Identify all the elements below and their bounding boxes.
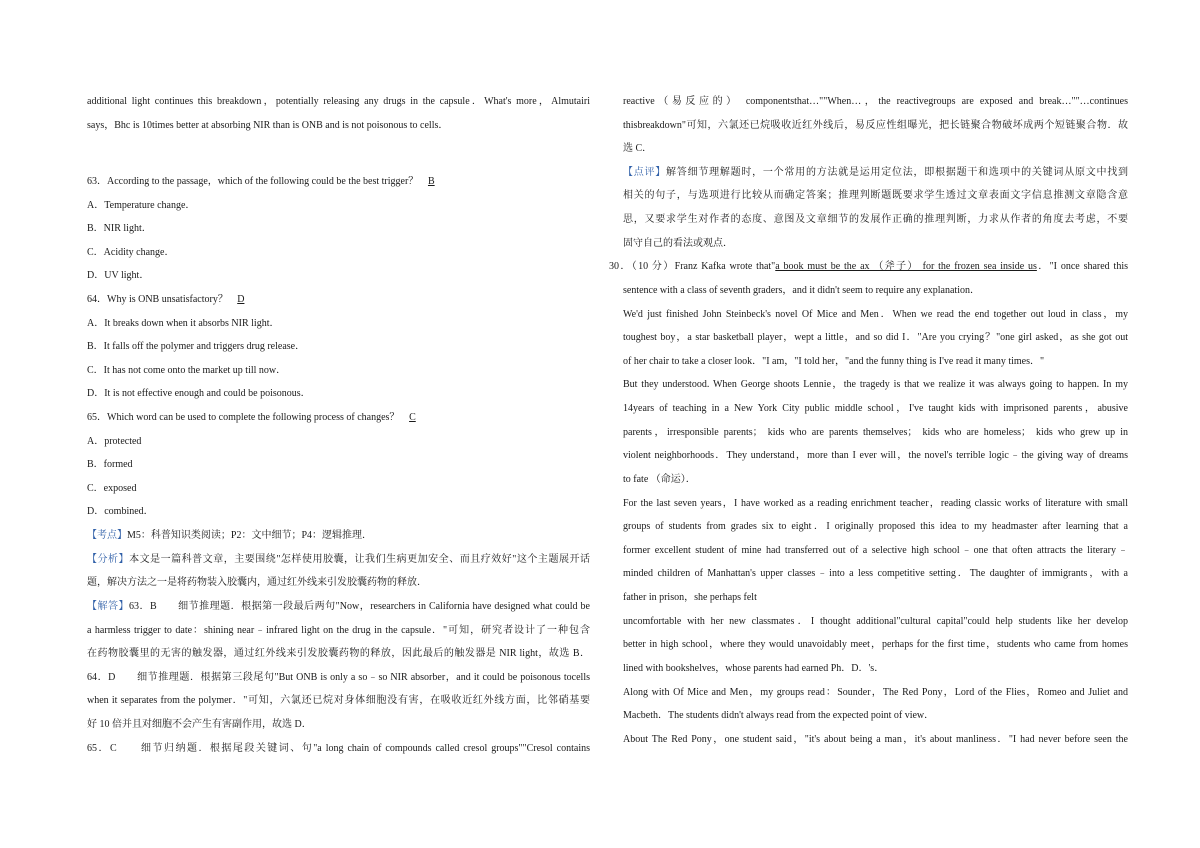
dianping-line: 固守自己的看法或观点．	[623, 238, 733, 249]
dianping-line	[623, 161, 1128, 185]
kaodian-tag: 【考点】	[87, 530, 127, 541]
passage-line: toughest boy，a star basketball player，wept a little，and so did I．"Are you crying？"one girl asked，as she got out	[623, 332, 1128, 343]
option: B．NIR light．	[87, 223, 152, 234]
jieda-line: 64．D 细节推理题．根据第三段尾句"But ONB is only a so﹣so NIR absorber，and it could be poisonous tocells	[87, 672, 590, 683]
passage-line: father in prison，she perhaps felt	[623, 592, 757, 603]
passage-line: of her chair to take a closer look．"I am，"I told her，"and the funny thing is I've read it many times．"	[623, 356, 1045, 367]
option: D．combined．	[87, 506, 154, 517]
answer-blank: C	[409, 412, 416, 423]
passage-line: additional light continues this breakdown，potentially releasing any drugs in the capsule．What's more，Almutairi	[87, 96, 590, 107]
underlined-quote: a book must be the ax （斧子） for the frozen sea inside us	[775, 261, 1037, 272]
fenxi-text: 本文是一篇科普文章，主要围绕"怎样使用胶囊，让我们生病更加安全、而且疗效好"这个主题展开话	[129, 554, 591, 565]
passage-line: But they understood. When George shoots Lennie，the tragedy is that we realize it was always going to happen. In my	[623, 379, 1128, 390]
answer-blank: D	[237, 294, 245, 305]
passage-line: to fate （命运）．	[623, 474, 696, 485]
question-65	[87, 406, 425, 430]
passage-line: says，Bhc is 10times better at absorbing NIR than is ONB and is not poisonous to cells．	[87, 120, 449, 131]
passage-line: We'd just finished John Steinbeck's novel Of Mice and Men．When we read the end together out loud in class，my	[623, 309, 1128, 320]
passage-line: groups of students from grades six to eight．I originally proposed this idea to my headmaster after learning that a	[623, 521, 1128, 532]
option: A．It breaks down when it absorbs NIR light．	[87, 318, 280, 329]
question-stem: 64．Why is ONB unsatisfactory？	[87, 294, 228, 305]
option: B．It falls off the polymer and triggers drug release．	[87, 341, 306, 352]
jieda-line: a harmless trigger to date：shining near﹣infrared light on the drug in the capsule．"可知，研究者设计了一种包含	[87, 625, 590, 636]
answer-blank: B	[427, 176, 435, 187]
option: A．Temperature change．	[87, 200, 196, 211]
question-64	[87, 288, 254, 312]
jieda-text: 63．B 细节推理题．根据第一段最后两句"Now，researchers in California have designed what could be	[129, 601, 590, 612]
jieda-line: 65．C 细节归纳题．根据尾段关键词、句"a long chain of compounds called cresol groups""Cresol contains	[87, 743, 590, 754]
question-stem: 63．According to the passage，which of the following could be the best trigger？	[87, 176, 419, 187]
passage-line: 14years of teaching in a New York City public middle school，I've taught kids with imprisoned parents，abusive	[623, 403, 1128, 414]
fenxi-tag: 【分析】	[87, 554, 130, 565]
dianping-line: 相关的句子，与选项进行比较从而确定答案；推理判断题既要求学生透过文章表面文字信息推测文章隐含意	[623, 190, 1128, 201]
question-30-line	[609, 255, 1128, 279]
kaodian-line	[87, 524, 372, 548]
passage-line: About The Red Pony，one student said，"it's about being a man，it's about manliness．"I had never before seen the	[623, 734, 1128, 745]
option: D．It is not effective enough and could be poisonous．	[87, 388, 311, 399]
option: C．It has not come onto the market up till now．	[87, 365, 287, 376]
jieda-line: 选 C．	[623, 143, 653, 154]
passage-line: parents，irresponsible parents； kids who are parents themselves； kids who are homeless； kids who grew up in	[623, 427, 1128, 438]
passage-line: uncomfortable with her new classmates．I thought additional"cultural capital"could help students like her develop	[623, 616, 1128, 627]
fenxi-line	[87, 548, 590, 572]
passage-line: violent neighborhoods．They understand，more than I ever will，the novel's terrible logic﹣the giving way of dreams	[623, 450, 1128, 461]
question-63	[87, 170, 444, 194]
passage-line: former excellent student of mine had transferred out of a selective high school﹣one that often attracts the literary﹣	[623, 545, 1128, 556]
dianping-tag: 【点评】	[623, 167, 667, 178]
jieda-line: when it separates from the polymer．"可知，六氯还已烷对身体细胞没有害，在吸收近红外线方面，比邻硝基要	[87, 695, 590, 706]
question-30-text: ．"I once shared this	[1036, 261, 1128, 272]
passage-line: Along with Of Mice and Men，my groups read：Sounder，The Red Pony，Lord of the Flies，Romeo and Juliet and	[623, 687, 1128, 698]
dianping-line: 思，又要求学生对作者的态度、意图及文章细节的发展作正确的推理判断，力求从作者的角度去考虑，不要	[623, 214, 1128, 225]
option: C．Acidity change．	[87, 247, 175, 258]
question-stem: 65．Which word can be used to complete the following process of changes？	[87, 412, 400, 423]
jieda-line	[87, 595, 590, 619]
passage-line: sentence with a class of seventh graders，and it didn't seem to require any explanation．	[623, 285, 980, 296]
option: B．formed	[87, 459, 133, 470]
jieda-line: 在药物胶囊里的无害的触发器，通过红外线来引发胶囊药物的释放，因此最后的触发器是 NIR light，故选 B．	[87, 648, 590, 659]
passage-line: better in high school，where they would unavoidably meet，perhaps for the first time，students who came from homes	[623, 639, 1128, 650]
kaodian-text: M5：科普知识类阅读；P2：文中细节；P4：逻辑推理．	[127, 530, 373, 541]
question-30-intro: 30．（10 分）Franz Kafka wrote that"	[609, 261, 776, 272]
option: C．exposed	[87, 483, 137, 494]
option: D．UV light．	[87, 270, 150, 281]
option: A．protected	[87, 436, 142, 447]
dianping-text: 解答细节理解题时，一个常用的方法就是运用定位法，即根据题干和选项中的关键词从原文中找到	[666, 167, 1129, 178]
jieda-line: thisbreakdown"可知，六氯还已烷吸收近红外线后，易反应性组曝光，把长链聚合物破坏成两个短链聚合物．故	[623, 120, 1128, 131]
passage-line: lined with bookshelves，whose parents had earned Ph．D．'s．	[623, 663, 885, 674]
passage-line: Macbeth．The students didn't always read from the expected point of view．	[623, 710, 935, 721]
jieda-line: 好 10 倍并且对细胞不会产生有害副作用，故选 D．	[87, 719, 312, 730]
jieda-tag: 【解答】	[87, 601, 129, 612]
jieda-line: reactive（易反应的） componentsthat…""When…，the reactivegroups are exposed and break…""…continues	[623, 96, 1128, 107]
passage-line: For the last seven years，I have worked as a reading enrichment teacher，reading classic works of literature with small	[623, 498, 1128, 509]
passage-line: minded children of Manhattan's upper classes﹣into a less competitive setting．The daughter of immigrants，with a	[623, 568, 1128, 579]
fenxi-line: 题，解决方法之一是将药物装入胶囊内，通过红外线来引发胶囊药物的释放．	[87, 577, 427, 588]
